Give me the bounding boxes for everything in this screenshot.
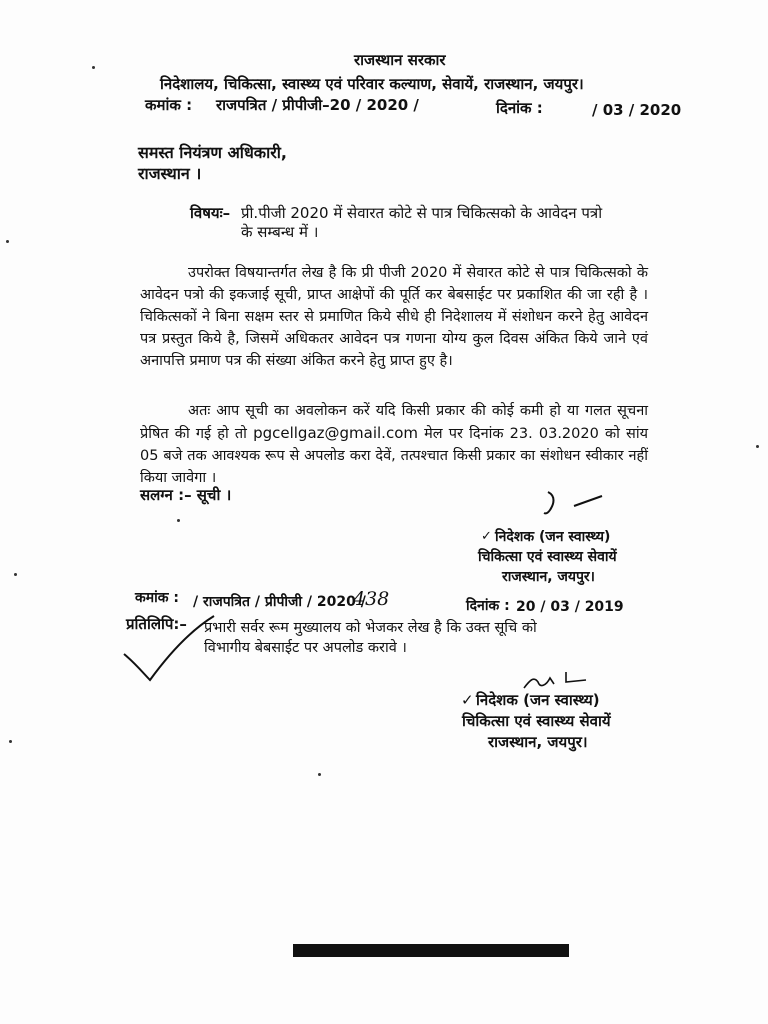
pratilipi-line-2: विभागीय बेबसाईट पर अपलोड करावे । (204, 640, 407, 656)
signature-1-title: निदेशक (जन स्वास्थ्य) (495, 529, 611, 545)
signature-2-title: निदेशक (जन स्वास्थ्य) (476, 691, 600, 709)
scan-speck (177, 519, 180, 522)
addressee-line-1: समस्त नियंत्रण अधिकारी, (138, 143, 287, 162)
body-paragraph-2-pre: अतः आप सूची का अवलोकन करें यदि किसी प्रकार की कोई कमी हो या गलत सूचना प्रेषित की गई हो तो (140, 403, 648, 442)
scan-speck (14, 573, 17, 576)
signature-1-line-2: चिकित्सा एवं स्वास्थ्य सेवायें (478, 549, 617, 565)
tick-mark-2: ✓ (461, 691, 474, 709)
subject-line-2: के सम्बन्ध में । (241, 223, 319, 241)
signature-2-line-3: राजस्थान, जयपुर। (488, 733, 588, 751)
tick-mark-1: ✓ (481, 529, 492, 544)
addressee-line-2: राजस्थान । (138, 164, 202, 183)
scan-redaction-bar (293, 944, 569, 957)
government-heading: राजस्थान सरकार (354, 51, 446, 69)
scan-speck (318, 773, 321, 776)
body-paragraph-2-post: मेल पर दिनांक 23. 03.2020 को सांय 05 बजे तक आवश्यक रूप से अपलोड करा देवें, तत्पश्चात किसी प्रकार का संशोधन स्वीकार नहीं किया जावेगा । (140, 426, 648, 486)
scan-speck (92, 66, 95, 69)
reference-label: कमांक : (145, 96, 193, 114)
email-address: pgcellgaz@gmail.com (253, 424, 418, 442)
body-paragraph-1 (140, 262, 648, 372)
scan-speck (6, 240, 9, 243)
body-paragraph-2 (140, 400, 648, 489)
pratilipi-line-1: प्रभारी सर्वर रूम मुख्यालय को भेजकर लेख है कि उक्त सूचि को (204, 620, 537, 636)
signature-scribble-1 (540, 488, 620, 518)
enclosure-line: सलग्न :– सूची । (140, 486, 232, 504)
subject-label: विषयः– (190, 204, 231, 222)
pratilipi-label: प्रतिलिपि:– (126, 615, 187, 633)
body-paragraph-1-text: उपरोक्त विषयान्तर्गत लेख है कि प्री पीजी 2020 में सेवारत कोटे से पात्र चिकित्सको के आवेदन पत्रो की इकजाई सूची, प्राप्त आक्षेपों की पूर्ति कर बेबसाईट पर प्रकाशित की जा रही है । चिकित्सकों ने बिना सक्षम स्तर से प्रमाणित किये सीधे ही निदेशालय में संशोधन करने हेतु आवेदन पत्र प्रस्तुत किये है, जिसमें अधिकतर आवेदन पत्र गणना योग्य कुल दिवस अंकित किये जाने एवं अनापत्ति प्रमाण पत्र की संख्या अंकित करने हेतु प्राप्त हुए है। (140, 265, 648, 369)
signature-1-line-3: राजस्थान, जयपुर। (502, 569, 595, 585)
copy-reference-number: / राजपत्रित / प्रीपीजी / 2020 / (193, 594, 366, 610)
date-value: / 03 / 2020 (592, 101, 682, 119)
copy-date-value: 20 / 03 / 2019 (516, 599, 624, 615)
scan-speck (756, 445, 759, 448)
handwritten-tick-mark (118, 612, 218, 684)
department-heading: निदेशालय, चिकित्सा, स्वास्थ्य एवं परिवार कल्याण, सेवायें, राजस्थान, जयपुर। (160, 75, 584, 93)
signature-2-line-2: चिकित्सा एवं स्वास्थ्य सेवायें (462, 712, 611, 730)
reference-number: राजपत्रित / प्रीपीजी–20 / 2020 / (216, 96, 419, 114)
date-label: दिनांक : (496, 99, 543, 117)
copy-reference-label: कमांक : (135, 590, 179, 606)
copy-reference-handwritten: 438 (353, 588, 390, 610)
subject-line-1: प्री.पीजी 2020 में सेवारत कोटे से पात्र चिकित्सको के आवेदन पत्रो (241, 204, 603, 222)
scan-speck (9, 740, 12, 743)
copy-date-label: दिनांक : (466, 598, 510, 614)
body-paragraph-2-text (140, 400, 648, 489)
